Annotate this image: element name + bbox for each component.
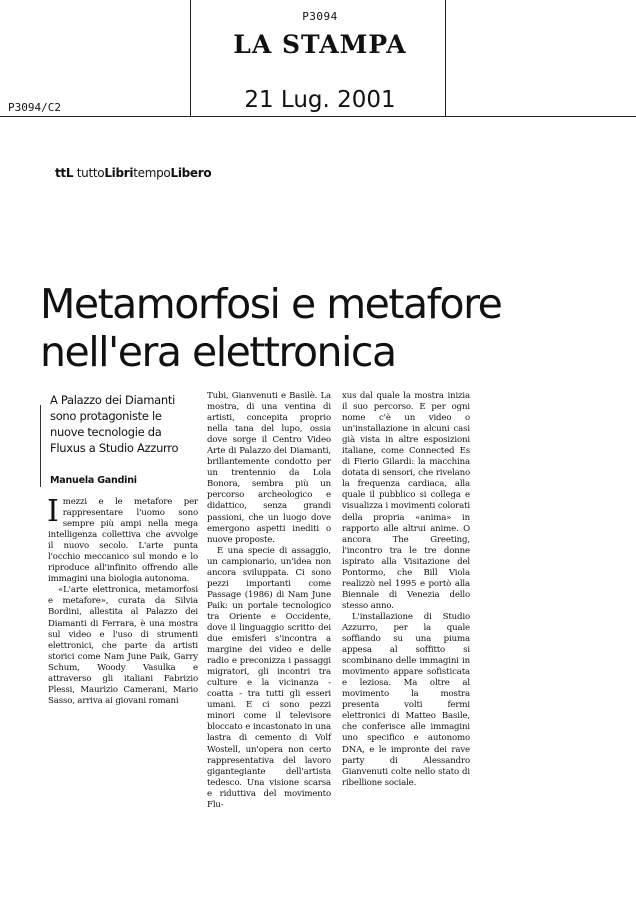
- paragraph: E una specie di assaggio, un campionario, un'idea non ancora sviluppata. Ci sono pezzi importanti come Passage (1986) di Nam June Paik: un portale tecnologico tra Oriente e Occidente, dove il linguaggio scritto dei due emisferi s'incontra a margine dei video e delle radio e preconizza i passaggi migratori, gli incontri tra culture e la vicinanza - coatta - tra tutti gli esseri umani. E ci sono pezzi minori come il televisore bloccato e incastonato in una lastra di cemento di Volf Wostell, un'opera non certo rappresentativa del lavoro gigantegiante dell'artista tedesco. Una visione scarsa e riduttiva del movimento Flu-: [207, 545, 331, 810]
- section-logo-ttl: ttL: [55, 166, 74, 180]
- section-logo-libri: Libri: [104, 166, 134, 180]
- section-logo-tempo: tempo: [133, 166, 171, 180]
- article-title: [40, 280, 600, 376]
- archive-code: P3094: [302, 10, 338, 23]
- paragraph: Tubi, Gianvenuti e Basilè. La mostra, di una ventina di artisti, concepita proprio nella tana del lupo, ossia dove sorge il Centro Video Arte di Palazzo dei Diamanti, brillantemente condotto per un trentennio da Lola Bonora, sembra più un percorso archeologico e didattico, senza grandi passioni, che un luogo dove emergono aspetti inediti o nuove proposte.: [207, 391, 331, 545]
- section-logo-libero: Libero: [170, 166, 212, 180]
- header-divider-left: [190, 0, 191, 116]
- paragraph: L'installazione di Studio Azzurro, per la quale soffiando su una piuma appesa al soffitto si scombinano delle immagini in movimento appare sofisticata e leziosa. Ma oltre al movimento la mostra presenta volti fermi elettronici di Matteo Basile, che conferisce alle immagini uno specifico e autonomo DNA, e le impronte dei rave party di Alessandro Gianvenuti colte nello stato di ribellione sociale.: [342, 611, 470, 788]
- article-subtitle: A Palazzo dei Diamanti sono protagoniste le nuove tecnologie da Fluxus a Studio Azzurro: [50, 393, 179, 455]
- paragraph: xus dal quale la mostra inizia il suo percorso. E per ogni nome c'è un video o un'installazione in alcuni casi già vista in altre esposizioni italiane, come Connected Es di Fierio Gilardi: la macchina dotata di sensori, che rivelano la frequenza cardiaca, alla quale il pubblico si collega e visualizza i movimenti colorati della propria «anima» in rapporto alle altrui anime. O ancora The Greeting, l'incontro tra le tre donne ispirato alla Visitazione del Pontormo, che Bill Viola realizzò nel 1995 e portò alla Biennale di Venezia dello stesso anno.: [342, 391, 470, 611]
- header-divider-bottom: [0, 116, 636, 117]
- article-column-1: [47, 494, 198, 707]
- article-column-2: [207, 391, 331, 811]
- publication-date: 21 Lug. 2001: [244, 87, 396, 113]
- article-title-line1: Metamorfosi e metafore: [40, 280, 502, 328]
- article-author: Manuela Gandini: [50, 475, 137, 486]
- article-title-line2: nell'era elettronica: [40, 328, 396, 376]
- paragraph-text: mezzi e le metafore per rappresentare l'uomo sono sempre più ampi nella mega intelligenza collettiva che avvolge il nuovo secolo. L'arte punta l'occhio meccanico sul mondo e lo riproduce all'infinito offrendo alle immagini una biologia autonoma.: [48, 497, 198, 585]
- section-logo-tutto: tutto: [76, 166, 105, 180]
- paragraph: [47, 494, 198, 585]
- section-logo: [55, 166, 211, 180]
- paragraph: «L'arte elettronica, metamorfosi e metafore», curata da Silvia Bordini, allestita al Palazzo dei Diamanti di Ferrara, è una mostra sul video e l'uso di strumenti elettronici, che parte da artisti storici come Nam June Paik, Garry Schum, Woody Vasulka e attraverso gli italiani Fabrizio Plessi, Maurizio Camerani, Mario Sasso, arriva ai giovani romani: [48, 585, 198, 706]
- clipping-code: P3094/C2: [8, 101, 61, 114]
- drop-cap: I: [47, 494, 59, 529]
- article-column-3: [342, 391, 470, 789]
- subtitle-rule: [40, 405, 41, 487]
- header-divider-right: [445, 0, 446, 116]
- newspaper-name: LA STAMPA: [233, 30, 407, 59]
